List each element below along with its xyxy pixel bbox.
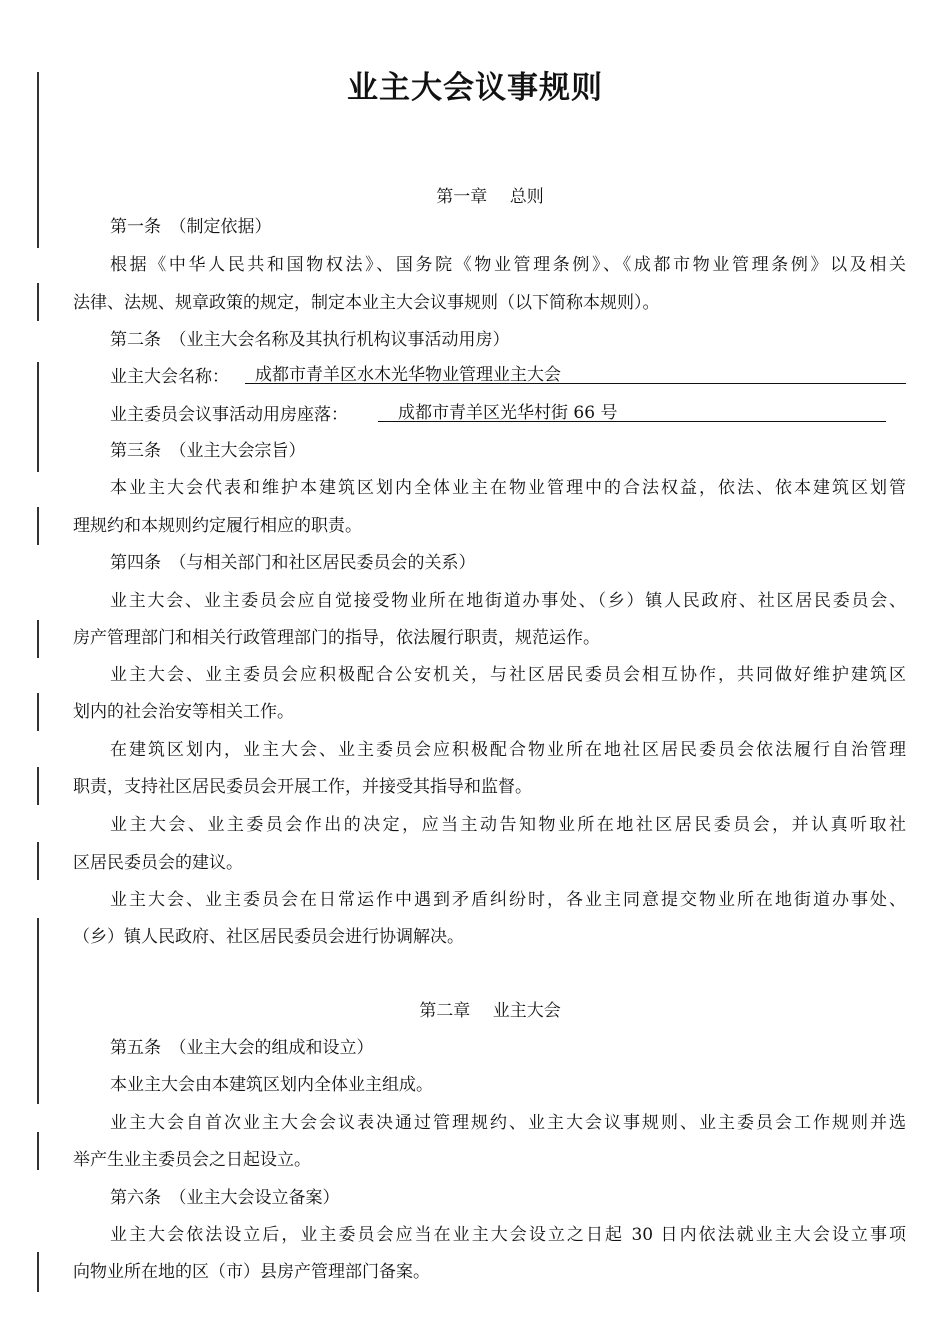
paragraph-line: 在建筑区划内，业主大会、业主委员会应积极配合物业所在地社区居民委员会依法履行自治管理 — [110, 740, 906, 760]
article-heading: 第六条 （业主大会设立备案） — [110, 1188, 340, 1208]
chapter-heading: 第一章 总则 — [436, 187, 544, 207]
paragraph-line: 业主大会、业主委员会应自觉接受物业所在地街道办事处、（乡）镇人民政府、社区居民委员会、 — [110, 591, 906, 611]
paragraph-line: 划内的社会治安等相关工作。 — [73, 702, 294, 722]
paragraph-line: 理规约和本规则约定履行相应的职责。 — [73, 516, 362, 536]
article-heading: 第一条 （制定依据） — [110, 217, 272, 237]
document-title: 业主大会议事规则 — [347, 70, 603, 106]
paragraph-line: 法律、法规、规章政策的规定，制定本业主大会议事规则（以下简称本规则）。 — [73, 293, 660, 313]
name-field: 成都市青羊区水木光华物业管理业主大会 — [245, 360, 906, 384]
chapter-heading: 第二章 业主大会 — [419, 1001, 561, 1021]
paragraph-line: 根据《中华人民共和国物权法》、国务院《物业管理条例》、《成都市物业管理条例》以及相关 — [110, 255, 906, 275]
paragraph-line: 职责，支持社区居民委员会开展工作，并接受其指导和监督。 — [73, 777, 532, 797]
paragraph-line: 业主大会、业主委员会应积极配合公安机关，与社区居民委员会相互协作，共同做好维护建筑区 — [110, 665, 906, 685]
paragraph-line: 本业主大会代表和维护本建筑区划内全体业主在物业管理中的合法权益，依法、依本建筑区划管 — [110, 478, 906, 498]
room-label: 业主委员会议事活动用房座落： — [110, 405, 348, 425]
name-label: 业主大会名称： — [110, 367, 229, 387]
paragraph-line: 本业主大会由本建筑区划内全体业主组成。 — [110, 1075, 433, 1095]
article-heading: 第五条 （业主大会的组成和设立） — [110, 1038, 374, 1058]
paragraph-line: 区居民委员会的建议。 — [73, 853, 243, 873]
paragraph-line: 业主大会、业主委员会在日常运作中遇到矛盾纠纷时，各业主同意提交物业所在地街道办事处、 — [110, 890, 906, 910]
paragraph-line: 业主大会自首次业主大会会议表决通过管理规约、业主大会议事规则、业主委员会工作规则并选 — [110, 1113, 906, 1133]
room-field: 成都市青羊区光华村街 66 号 — [378, 398, 886, 422]
paragraph-line: 业主大会依法设立后，业主委员会应当在业主大会设立之日起 30 日内依法就业主大会设立事项 — [110, 1225, 906, 1245]
article-heading: 第二条 （业主大会名称及其执行机构议事活动用房） — [110, 330, 510, 350]
article-heading: 第三条 （业主大会宗旨） — [110, 441, 306, 461]
paragraph-line: 举产生业主委员会之日起设立。 — [73, 1150, 311, 1170]
paragraph-line: 房产管理部门和相关行政管理部门的指导，依法履行职责，规范运作。 — [73, 628, 600, 648]
article-heading: 第四条 （与相关部门和社区居民委员会的关系） — [110, 553, 476, 573]
paragraph-line: 业主大会、业主委员会作出的决定，应当主动告知物业所在地社区居民委员会，并认真听取社 — [110, 815, 906, 835]
paragraph-line: （乡）镇人民政府、社区居民委员会进行协调解决。 — [73, 927, 464, 947]
paragraph-line: 向物业所在地的区（市）县房产管理部门备案。 — [73, 1262, 430, 1282]
